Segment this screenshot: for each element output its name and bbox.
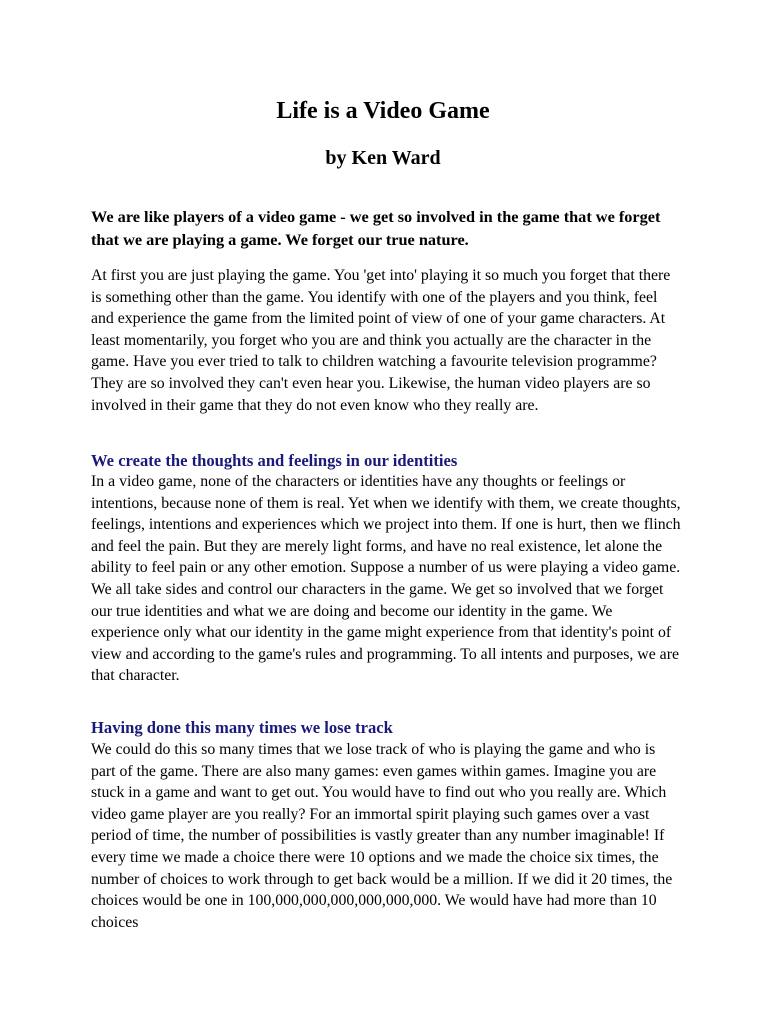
- section-heading-thoughts-feelings: We create the thoughts and feelings in our identities: [91, 451, 458, 470]
- document-title: Life is a Video Game: [276, 98, 490, 124]
- lead-paragraph: We are like players of a video game - we get so involved in the game that we forget that we are playing a game. We forget our true nature.: [91, 207, 661, 249]
- section-paragraph-thoughts-feelings: In a video game, none of the characters or identities have any thoughts or feelings or intentions, because none of them is real. Yet when we identify with them, we create thoughts, feelings, intentions and experiences which we project into them. If one is hurt, then we flinch and feel the pain. But they are merely light forms, and have no real existence, let alone the ability to feel pain or any other emotion. Suppose a number of us were playing a video game. We all take sides and control our characters in the game. We get so involved that we forget our true identities and what we are doing and become our identity in the game. We experience only what our identity in the game might experience from that identity's point of view and according to the game's rules and programming. To all intents and purposes, we are that character.: [91, 473, 681, 685]
- intro-paragraph: At first you are just playing the game. You 'get into' playing it so much you forget that there is something other than the game. You identify with one of the players and you think, feel and experience the game from the limited point of view of one of your game characters. At least momentarily, you forget who you are and think you actually are the character in the game. Have you ever tried to talk to children watching a favourite television programme? They are so involved they can't even hear you. Likewise, the human video players are so involved in their game that they do not even know who they really are.: [91, 267, 671, 414]
- section-paragraph-lose-track: We could do this so many times that we lose track of who is playing the game and who is part of the game. There are also many games: even games within games. Imagine you are stuck in a game and want to get out. You would have to find out who you really are. Which video game player are you really? For an immortal spirit playing such games over a vast period of time, the number of possibilities is vastly greater than any number imaginable! If every time we made a choice there were 10 options and we made the choice six times, the number of choices to work through to get back would be a million. If we did it 20 times, the choices would be one in 100,000,000,000,000,000,000. We would have had more than 10 choices: [91, 741, 673, 931]
- section-heading-lose-track: Having done this many times we lose track: [91, 718, 393, 737]
- author-byline: by Ken Ward: [325, 147, 441, 169]
